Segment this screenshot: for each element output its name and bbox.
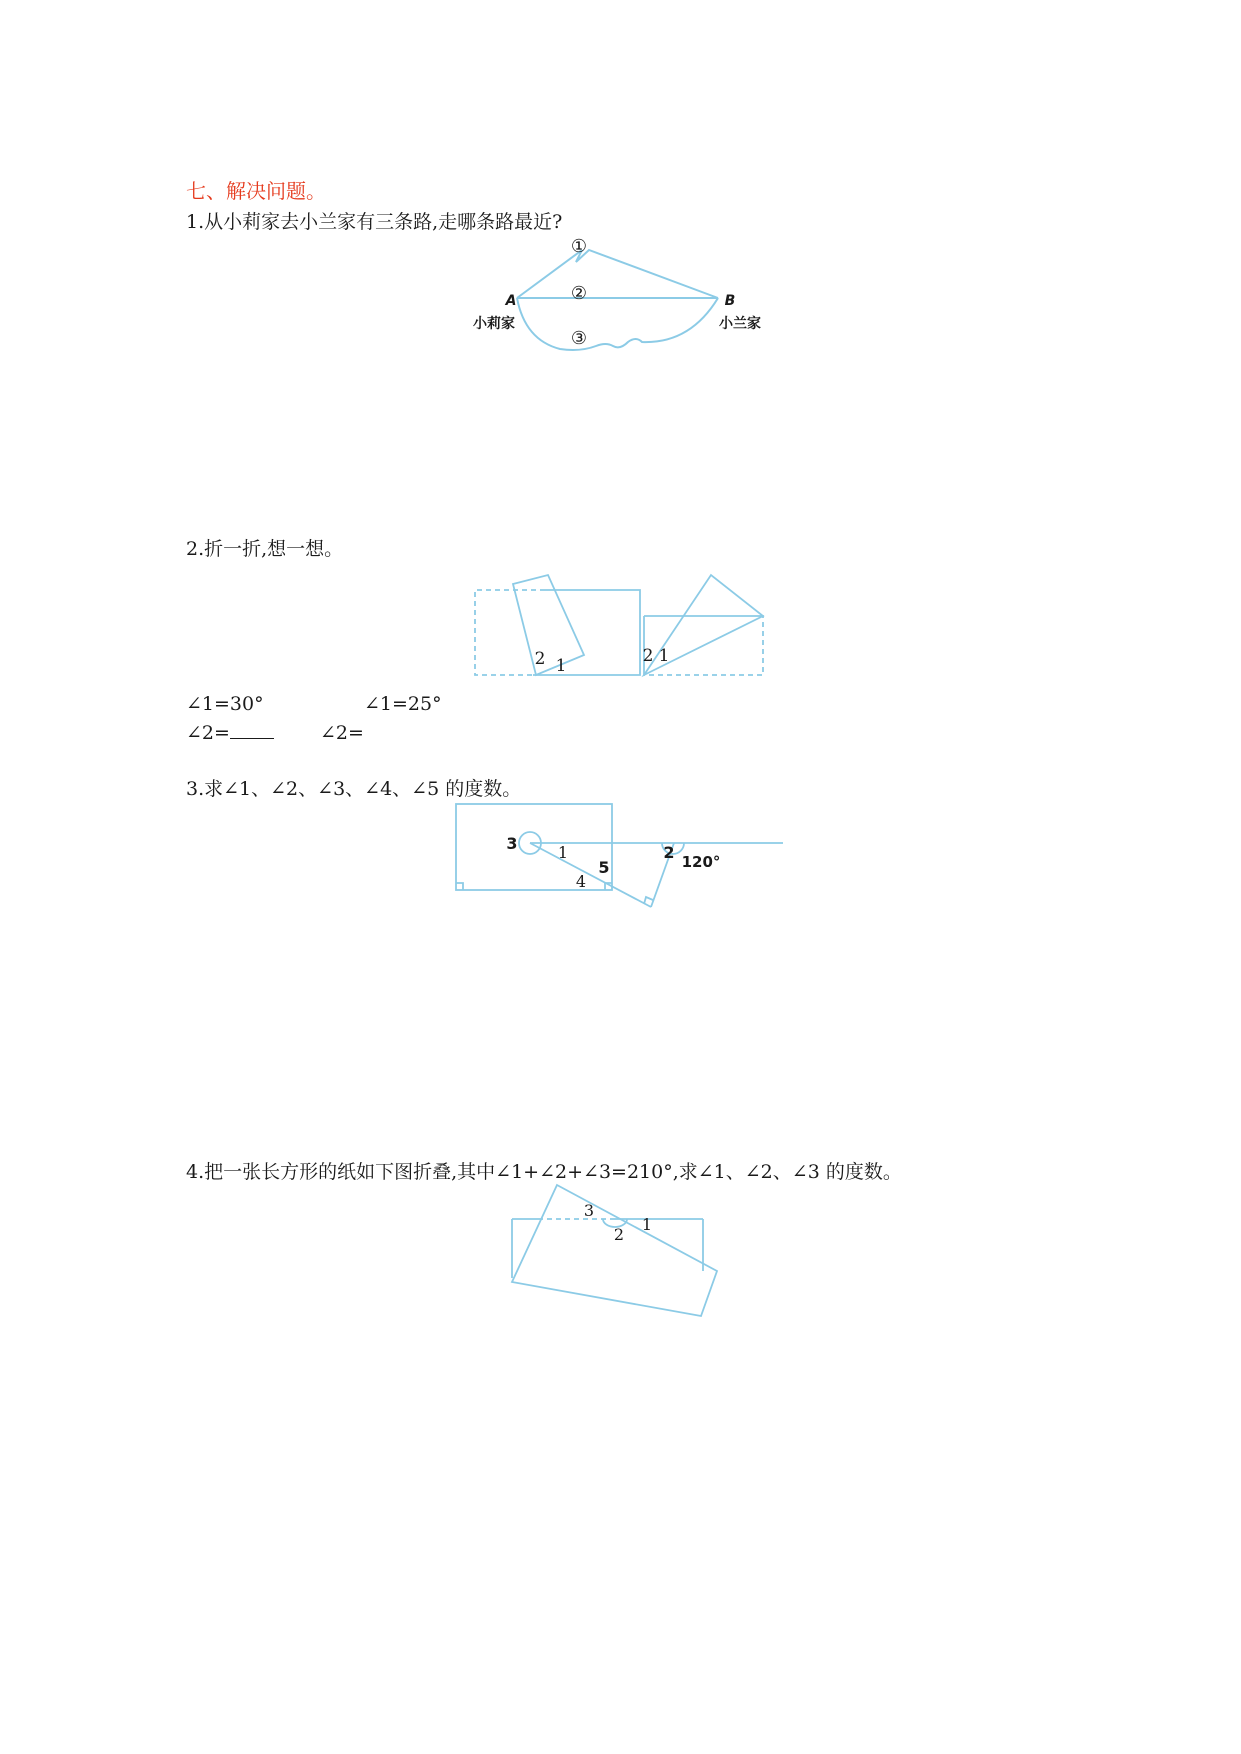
q3-angle-2-label: 2	[663, 843, 675, 862]
q4-fold-diagram	[505, 1178, 730, 1328]
route-1-label: ①	[570, 236, 588, 257]
right-angle-1-label: 1	[658, 646, 670, 666]
left-angle-2-label: 2	[534, 649, 546, 669]
q2-right-given: ∠1=25°	[364, 693, 442, 715]
q2-left-given: ∠1=30°	[186, 693, 264, 715]
question-3-text: 3.求∠1、∠2、∠3、∠4、∠5 的度数。	[186, 778, 522, 800]
point-b-label: B	[724, 293, 736, 309]
q4-angle-3-label: 3	[583, 1201, 595, 1220]
q2-left-answer-blank[interactable]	[230, 737, 274, 739]
q3-rectangle	[456, 804, 612, 890]
home-a-label: 小莉家	[473, 316, 515, 332]
q3-angle-3-label: 3	[506, 834, 518, 853]
q3-angle-5-label: 5	[598, 858, 610, 877]
route-1-path	[517, 250, 718, 298]
q4-angle-1-label: 1	[641, 1215, 653, 1234]
q3-angle-4-label: 4	[575, 872, 587, 891]
home-b-label: 小兰家	[719, 316, 761, 332]
q1-route-diagram	[455, 228, 775, 358]
q4-folded-paper	[512, 1185, 717, 1316]
question-1-text: 1.从小莉家去小兰家有三条路,走哪条路最近?	[186, 211, 563, 233]
left-rectangle	[533, 590, 640, 675]
q2-right-ask: ∠2=	[320, 722, 364, 744]
q3-diagonal	[530, 843, 651, 907]
point-a-label: A	[505, 293, 517, 309]
route-3-label: ③	[570, 328, 588, 349]
q4-angle-2-label: 2	[613, 1225, 625, 1244]
q3-angle-1-label: 1	[557, 843, 569, 862]
q2-left-answer-line[interactable]	[186, 724, 274, 743]
q3-angle-diagram	[450, 795, 790, 915]
q2-fold-diagram	[470, 570, 770, 685]
route-3-path	[517, 298, 718, 350]
right-angle-2-label: 2	[642, 646, 654, 666]
section-title: 七、解决问题。	[186, 179, 326, 203]
q3-given-angle-label: 120°	[681, 853, 721, 871]
question-2-text: 2.折一折,想一想。	[186, 538, 344, 560]
route-2-label: ②	[570, 283, 588, 304]
q2-left-ask: ∠2=	[186, 722, 230, 744]
left-angle-1-label: 1	[555, 656, 567, 676]
question-4-text: 4.把一张长方形的纸如下图折叠,其中∠1+∠2+∠3=210°,求∠1、∠2、∠3 的度数。	[186, 1161, 902, 1183]
